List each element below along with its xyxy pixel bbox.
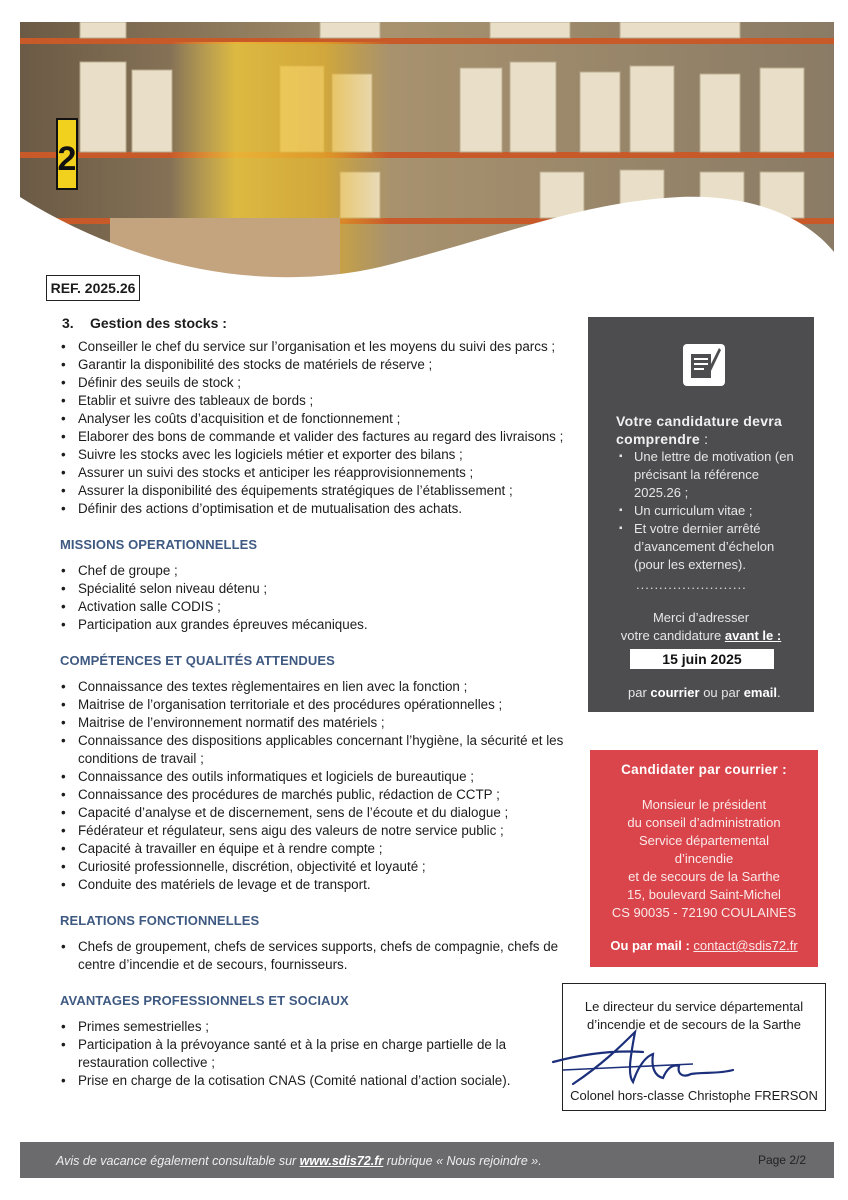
list-item: ▪ Et votre dernier arrêté d’avancement d’échelon (pour les externes).: [616, 520, 806, 574]
handwritten-signature: [543, 1024, 743, 1094]
list-item: ▪ Un curriculum vitae ;: [616, 502, 806, 520]
list-item: • Assurer un suivi des stocks et anticiper les réapprovisionnements ;: [56, 464, 586, 482]
list-item: • Maitrise de l’organisation territoriale et des procédures opérationnelles ;: [56, 696, 586, 714]
list-item: • Elaborer des bons de commande et valider des factures au regard des livraisons ;: [56, 428, 586, 446]
list-item: • Maitrise de l’environnement normatif des matériels ;: [56, 714, 586, 732]
list-item: • Chefs de groupement, chefs de services supports, chefs de compagnie, chefs de centre d’incendie et de secours, fournisseurs.: [56, 938, 586, 974]
website-link[interactable]: www.sdis72.fr: [299, 1154, 384, 1168]
aisle-number: 2: [57, 140, 77, 178]
list-item: • Participation à la prévoyance santé et à la prise en charge partielle de la restauration collective ;: [56, 1036, 526, 1072]
list-item: • Participation aux grandes épreuves mécaniques.: [56, 616, 586, 634]
warehouse-header-image: [20, 22, 834, 286]
postal-address: Monsieur le président du conseil d’administration Service départemental d’incendie et de secours de la Sarthe 15, boulevard Saint-Michel CS 90035 - 72190 COULAINES: [611, 797, 797, 920]
list-item: • Assurer la disponibilité des équipements stratégiques de l’établissement ;: [56, 482, 586, 500]
missions-list: [56, 562, 586, 634]
competences-heading: COMPÉTENCES ET QUALITÉS ATTENDUES: [60, 653, 335, 668]
relations-heading: RELATIONS FONCTIONNELLES: [60, 913, 260, 928]
list-item: • Etablir et suivre des tableaux de bords ;: [56, 392, 586, 410]
sidebar-title: Votre candidature devra comprendre :: [616, 413, 783, 447]
list-item: • Spécialité selon niveau détenu ;: [56, 580, 586, 598]
list-item: • Définir des actions d’optimisation et de mutualisation des achats.: [56, 500, 586, 518]
send-method: par courrier ou par email.: [628, 685, 781, 700]
reference-box: REF. 2025.26: [46, 275, 140, 301]
list-item: • Définir des seuils de stock ;: [56, 374, 586, 392]
list-item: • Curiosité professionnelle, discrétion, objectivité et loyauté ;: [56, 858, 586, 876]
list-item: ▪ Une lettre de motivation (en précisant la référence 2025.26 ;: [616, 448, 806, 502]
gestion-stocks-list: [56, 338, 586, 518]
list-item: • Connaissance des procédures de marchés public, rédaction de CCTP ;: [56, 786, 586, 804]
email-contact: Ou par mail : contact@sdis72.fr: [610, 938, 798, 953]
list-item: • Prise en charge de la cotisation CNAS (Comité national d’action sociale).: [56, 1072, 526, 1090]
list-item: • Activation salle CODIS ;: [56, 598, 586, 616]
main-content: [56, 314, 586, 1090]
signature-box: [562, 983, 826, 1111]
deadline-date: 15 juin 2025: [630, 649, 774, 669]
list-item: • Conduite des matériels de levage et de transport.: [56, 876, 586, 894]
email-link[interactable]: contact@sdis72.fr: [693, 938, 798, 953]
document-quill-icon: [681, 342, 727, 388]
list-item: • Fédérateur et régulateur, sens aigu des valeurs de notre service public ;: [56, 822, 586, 840]
list-item: • Connaissance des textes règlementaires en lien avec la fonction ;: [56, 678, 586, 696]
page-number: Page 2/2: [757, 1153, 806, 1167]
list-item: • Connaissance des dispositions applicables concernant l’hygiène, la sécurité et les conditions de travail ;: [56, 732, 586, 768]
required-documents-list: [616, 448, 806, 574]
list-item: • Conseiller le chef du service sur l’organisation et les moyens du suivi des parcs ;: [56, 338, 586, 356]
signatory-name: Colonel hors-classe Christophe FRERSON: [570, 1088, 818, 1103]
list-item: • Analyser les coûts d’acquisition et de fonctionnement ;: [56, 410, 586, 428]
signatory-title: Le directeur du service départemental d’incendie et de secours de la Sarthe: [584, 999, 804, 1032]
postal-application-box: [590, 750, 818, 967]
postal-title: Candidater par courrier :: [621, 762, 787, 777]
application-sidebar: [588, 317, 814, 712]
footer-bar: [20, 1142, 834, 1178]
relations-list: [56, 938, 586, 974]
list-item: • Garantir la disponibilité des stocks de matériels de réserve ;: [56, 356, 586, 374]
list-item: • Connaissance des outils informatiques et logiciels de bureautique ;: [56, 768, 586, 786]
missions-heading: MISSIONS OPERATIONNELLES: [60, 537, 258, 552]
list-item: • Capacité à travailler en équipe et à rendre compte ;: [56, 840, 586, 858]
list-item: • Capacité d’analyse et de discernement, sens de l’écoute et du dialogue ;: [56, 804, 586, 822]
dotted-separator: ........................: [636, 577, 747, 592]
list-item: • Chef de groupe ;: [56, 562, 586, 580]
footer-text: Avis de vacance également consultable sur www.sdis72.fr rubrique « Nous rejoindre ».: [56, 1154, 542, 1168]
section-gestion-stocks-title: 3. Gestion des stocks :: [62, 315, 227, 331]
avantages-list: [56, 1018, 526, 1090]
list-item: • Suivre les stocks avec les logiciels métier et exporter des bilans ;: [56, 446, 586, 464]
competences-list: [56, 678, 586, 894]
send-instructions: Merci d’adresser votre candidature avant le :: [620, 610, 782, 643]
list-item: • Primes semestrielles ;: [56, 1018, 526, 1036]
avantages-heading: AVANTAGES PROFESSIONNELS ET SOCIAUX: [60, 993, 349, 1008]
